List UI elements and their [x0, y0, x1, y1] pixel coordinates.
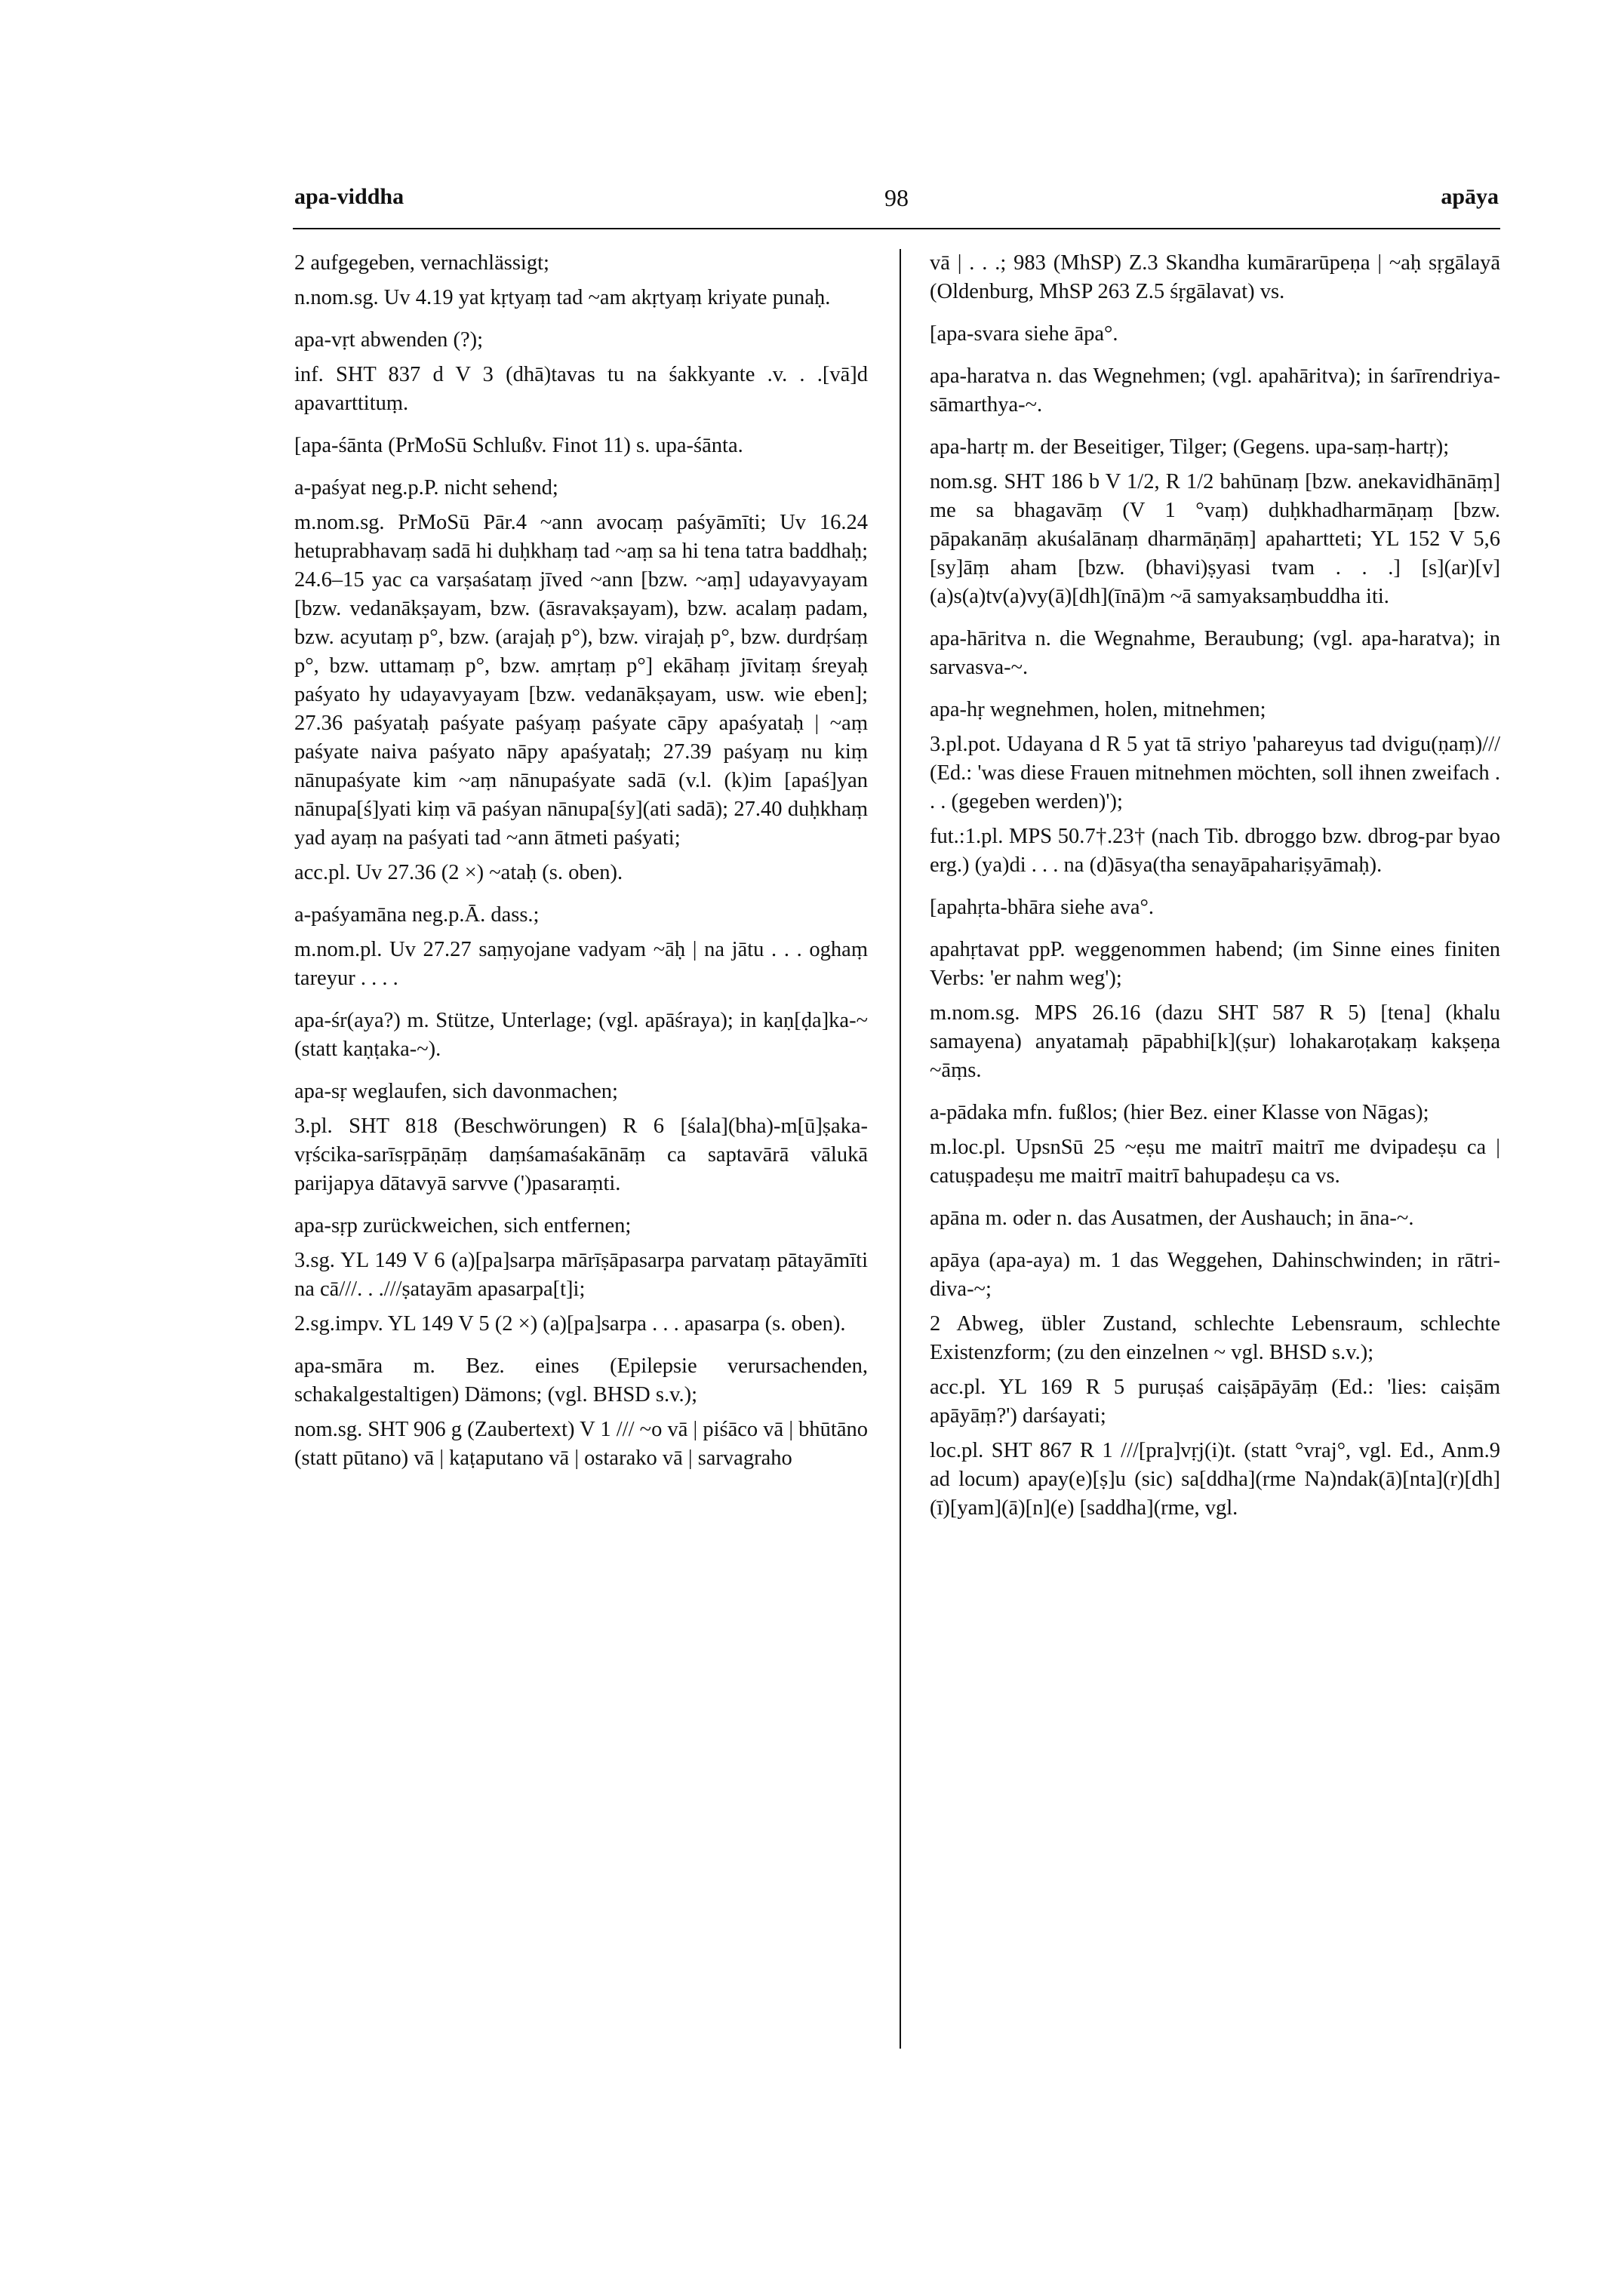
dictionary-entry	[930, 362, 1500, 420]
entry-headline: apahṛtavat ppP. weggenommen habend; (im Sinne eines finiten Verbs: 'er nahm weg');	[930, 938, 1500, 990]
dictionary-entry	[930, 433, 1500, 611]
entry-headline: [apa-svara siehe āpa°.	[930, 322, 1118, 346]
entry-citation: m.loc.pl. UpsnSū 25 ~eṣu me maitrī maitrī me dvipadeṣu ca | catuṣpadeṣu me maitrī maitrī bahupadeṣu ca vs.	[930, 1136, 1500, 1188]
entry-headline: a-paśyamāna neg.p.Ā. dass.;	[294, 903, 540, 927]
dictionary-entry	[294, 1352, 868, 1473]
entry-headline: apa-hartṛ m. der Beseitiger, Tilger; (Gegens. upa-saṃ-hartṛ);	[930, 435, 1450, 459]
entry-citation: 2 Abweg, übler Zustand, schlechte Lebensraum, schlechte Existenzform; (zu den einzelnen ~ vgl. BHSD s.v.);	[930, 1312, 1500, 1364]
dictionary-entry	[930, 1099, 1500, 1191]
dictionary-entry	[294, 249, 868, 312]
entry-headline: apāna m. oder n. das Ausatmen, der Aushauch; in āna-~.	[930, 1207, 1414, 1230]
header-rule	[293, 228, 1500, 229]
entry-headline: apa-sṛp zurückweichen, sich entfernen;	[294, 1214, 632, 1237]
entry-citation: nom.sg. SHT 186 b V 1/2, R 1/2 bahūnaṃ [bzw. anekavidhānāṃ] me sa bhagavāṃ (V 1 °vaṃ) duḥkhadharmāṇaṃ [bzw. pāpakanāṃ akuśalānaṃ dharmāṇāṃ] apahartteti; YL 152 V 5,6 [sy]āṃ aham [bzw. (bhavi)ṣyasi tvam . . .] [s](ar)[v](a)s(a)tv(a)vy(ā)[dh](īnā)m ~ā samyaksaṃbuddha iti.	[930, 470, 1500, 608]
dictionary-entry	[294, 326, 868, 418]
dictionary-entry	[930, 320, 1500, 349]
entry-citation: acc.pl. YL 169 R 5 puruṣaś caiṣāpāyāṃ (Ed.: 'lies: caiṣām apāyāṃ?') darśayati;	[930, 1376, 1500, 1428]
entry-headline: apa-śr(aya?) m. Stütze, Unterlage; (vgl. apāśraya); in kaṇ[ḍa]ka-~ (statt kaṇṭaka-~).	[294, 1009, 868, 1061]
dictionary-entry	[930, 936, 1500, 1085]
entry-citation: fut.:1.pl. MPS 50.7†.23† (nach Tib. dbroggo bzw. dbrog-par byao erg.) (ya)di . . . na (d)āsya(tha senayāpahariṣyāmaḥ).	[930, 825, 1500, 877]
dictionary-entry	[294, 474, 868, 887]
entry-citation: 3.pl. SHT 818 (Beschwörungen) R 6 [śala](bha)-m[ū]ṣaka-vṛścika-sarīsṛpāṇāṃ daṃśamaśakānāṃ ca saptavārā vālukā parijapya dātavyā sarvve (')pasaraṃti.	[294, 1114, 868, 1195]
dictionary-entry	[930, 893, 1500, 922]
right-column	[930, 249, 1500, 1536]
entry-headline: [apa-śānta (PrMoSū Schlußv. Finot 11) s. upa-śānta.	[294, 434, 743, 457]
entry-headline: apāya (apa-aya) m. 1 das Weggehen, Dahinschwinden; in rātri-diva-~;	[930, 1249, 1500, 1301]
entry-headline: apa-smāra m. Bez. eines (Epilepsie verursachenden, schakalgestaltigen) Dämons; (vgl. BHSD s.v.);	[294, 1354, 868, 1406]
entry-citation: m.nom.sg. PrMoSū Pār.4 ~ann avocaṃ paśyāmīti; Uv 16.24 hetuprabhavaṃ sadā hi duḥkhaṃ tad ~aṃ sa hi tena tatra baddhaḥ; 24.6–15 yac ca varṣaśataṃ jīved ~ann [bzw. ~aṃ] udayavyayam [bzw. vedanākṣayam, bzw. (āsravakṣayam), bzw. acalaṃ padam, bzw. acyutaṃ p°, bzw. (arajaḥ p°), bzw. virajaḥ p°, bzw. durdṛśaṃ p°, bzw. uttamaṃ p°, bzw. amṛtaṃ p°] ekāhaṃ jīvitaṃ śreyaḥ paśyato hy udayavyayam [bzw. vedanākṣayam, usw. wie eben]; 27.36 paśyataḥ paśyate paśyaṃ paśyate cāpy apaśyataḥ | ~aṃ paśyate naiva paśyato nāpy apaśyataḥ; 27.39 paśyaṃ nu kiṃ nānupaśyate kim ~aṃ nānupaśyate sadā (v.l. (k)im [apaś]yan nānupa[ś]yati kiṃ vā paśyan nānupa[śy](ati sadā); 27.40 duḥkhaṃ yad ayaṃ na paśyati tad ~ann ātmeti paśyati;	[294, 511, 868, 850]
entry-headline: vā | . . .; 983 (MhSP) Z.3 Skandha kumārarūpeṇa | ~aḥ sṛgālayā (Oldenburg, MhSP 263 Z.5 śṛgālavat) vs.	[930, 251, 1500, 303]
entry-headline: [apahṛta-bhāra siehe ava°.	[930, 896, 1155, 919]
running-header	[294, 184, 1499, 217]
entry-headline: a-pādaka mfn. fußlos; (hier Bez. einer Klasse von Nāgas);	[930, 1101, 1429, 1124]
entry-citation: m.nom.sg. MPS 26.16 (dazu SHT 587 R 5) [tena] (khalu samayena) anyatamaḥ pāpabhi[k](ṣur) lohakaroṭakaṃ kakṣeṇa ~āṃs.	[930, 1001, 1500, 1082]
dictionary-entry	[294, 432, 868, 460]
left-column	[294, 249, 868, 1486]
entry-headline: apa-sṛ weglaufen, sich davonmachen;	[294, 1080, 618, 1103]
header-right-headword: apāya	[1441, 184, 1499, 209]
page-number: 98	[884, 184, 909, 211]
dictionary-entry	[930, 1204, 1500, 1233]
entry-citation: 3.pl.pot. Udayana d R 5 yat tā striyo 'pahareyus tad dvigu(ṇaṃ)/// (Ed.: 'was diese Frauen mitnehmen möchten, soll ihnen zweifach . . . (gegeben werden)');	[930, 733, 1500, 813]
dictionary-entry	[930, 625, 1500, 682]
entry-citation: loc.pl. SHT 867 R 1 ///[pra]vṛj(i)t. (statt °vraj°, vgl. Ed., Anm.9 ad locum) apay(e)[ṣ]u (sic) sa[ddha](rme Na)ndak(ā)[nta](r)[dh](ī)[yam](ā)[n](e) [saddha](rme, vgl.	[930, 1439, 1500, 1520]
entry-headline: 2 aufgegeben, vernachlässigt;	[294, 251, 549, 275]
entry-headline: a-paśyat neg.p.P. nicht sehend;	[294, 476, 558, 500]
entry-citation: n.nom.sg. Uv 4.19 yat kṛtyaṃ tad ~am akṛtyaṃ kriyate punaḥ.	[294, 286, 831, 309]
header-left-headword: apa-viddha	[294, 184, 404, 209]
dictionary-entry	[294, 1212, 868, 1339]
dictionary-entry	[930, 249, 1500, 306]
dictionary-entry	[930, 696, 1500, 880]
entry-headline: apa-vṛt abwenden (?);	[294, 328, 484, 352]
dictionary-entry	[294, 1078, 868, 1198]
entry-citation: acc.pl. Uv 27.36 (2 ×) ~ataḥ (s. oben).	[294, 861, 623, 884]
entry-citation: 3.sg. YL 149 V 6 (a)[pa]sarpa mārīṣāpasarpa parvataṃ pātayāmīti na cā///. . .///ṣatayām apasarpa[t]i;	[294, 1249, 868, 1301]
entry-citation: nom.sg. SHT 906 g (Zaubertext) V 1 /// ~o vā | piśāco vā | bhūtāno (statt pūtano) vā | kaṭaputano vā | ostarako vā | sarvagraho	[294, 1418, 868, 1470]
dictionary-entry	[294, 1007, 868, 1064]
entry-headline: apa-hāritva n. die Wegnahme, Beraubung; (vgl. apa-haratva); in sarvasva-~.	[930, 627, 1500, 679]
entry-citation: 2.sg.impv. YL 149 V 5 (2 ×) (a)[pa]sarpa . . . apasarpa (s. oben).	[294, 1312, 846, 1336]
entry-citation: inf. SHT 837 d V 3 (dhā)tavas tu na śakkyante .v. . .[vā]d apavarttituṃ.	[294, 363, 868, 415]
entry-headline: apa-hṛ wegnehmen, holen, mitnehmen;	[930, 698, 1266, 721]
entry-headline: apa-haratva n. das Wegnehmen; (vgl. apahāritva); in śarīrendriya-sāmarthya-~.	[930, 364, 1500, 417]
dictionary-entry	[930, 1247, 1500, 1523]
entry-citation: m.nom.pl. Uv 27.27 saṃyojane vadyam ~āḥ | na jātu . . . oghaṃ tareyur . . . .	[294, 938, 868, 990]
dictionary-entry	[294, 901, 868, 993]
column-divider	[900, 249, 901, 2049]
